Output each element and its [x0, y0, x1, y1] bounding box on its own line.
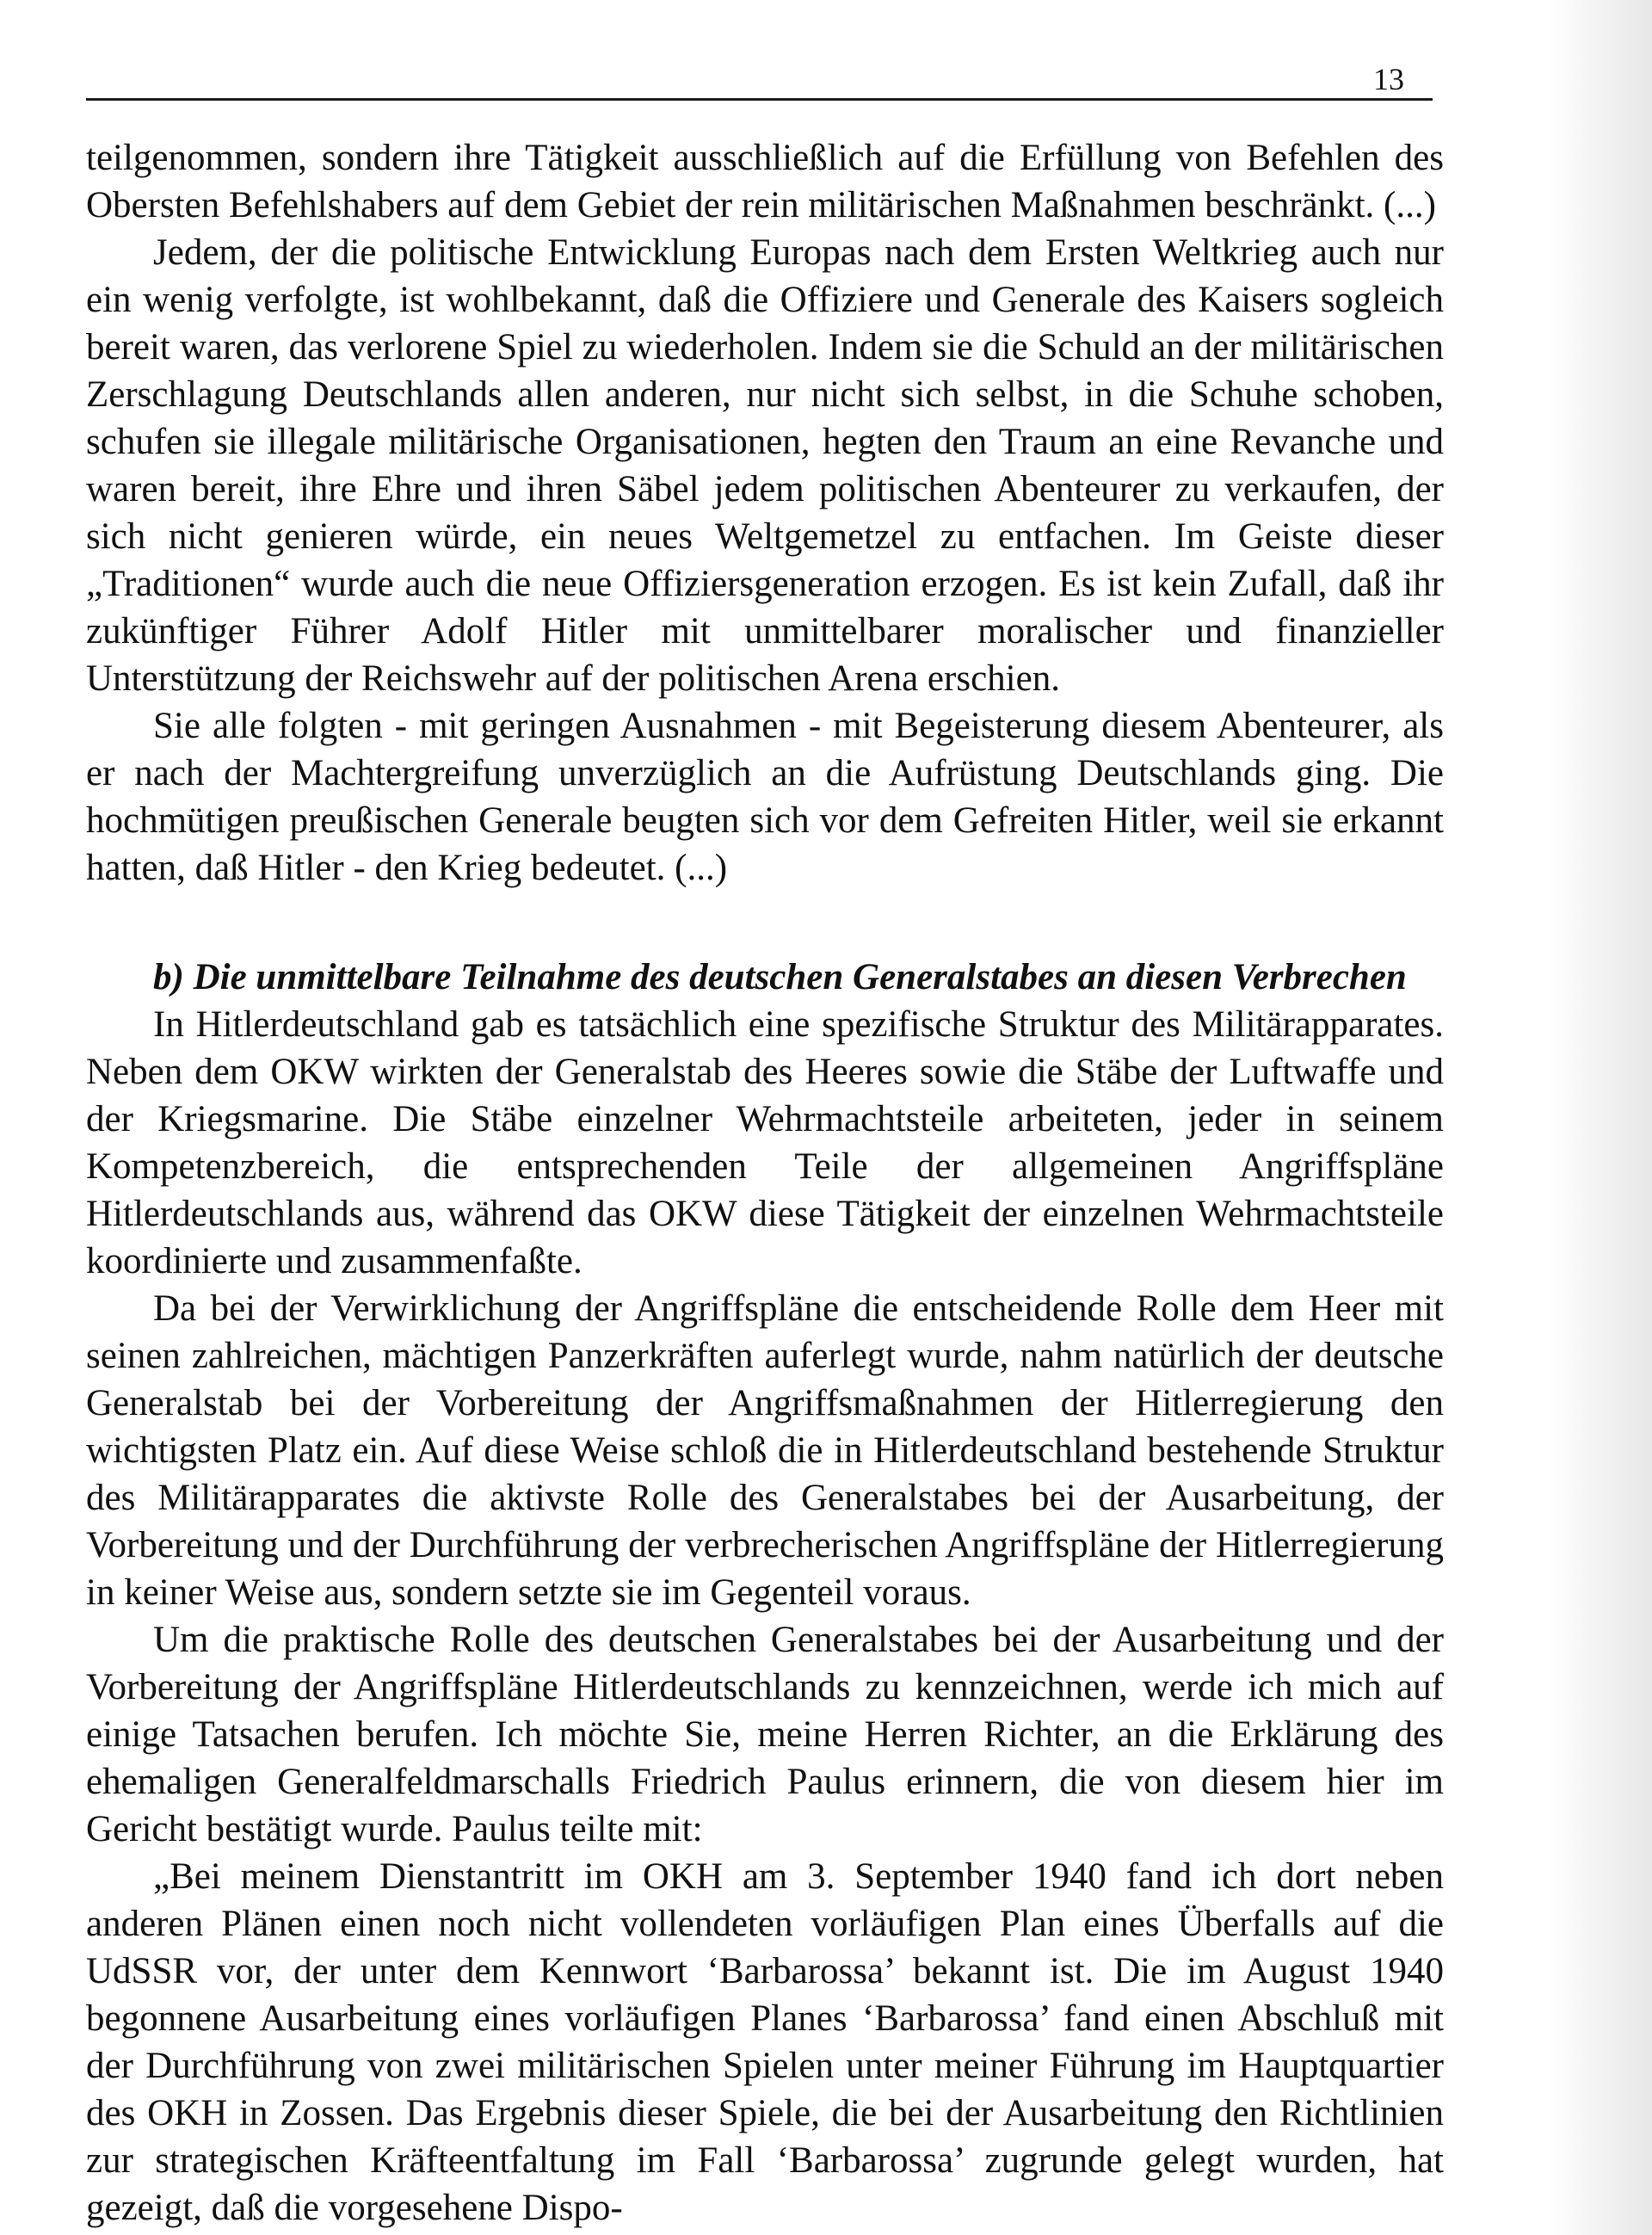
paragraph-continued: teilgenommen, sondern ihre Tätigkeit ausschließlich auf die Erfüllung von Befehlen des Obersten Befehlshabers auf dem Gebiet der rein militärischen Maßnahmen beschränkt. (...) — [86, 138, 1444, 225]
paragraph-2: Sie alle folgten - mit geringen Ausnahmen - mit Begeisterung diesem Abenteurer, als er nach der Machtergreifung unverzüglich an die Aufrüstung Deutschlands ging. Die hochmütigen preußischen Generale beugten sich vor dem Gefreiten Hitler, weil sie erkannt hatten, daß Hitler - den Krieg bedeutet. (...) — [86, 706, 1444, 888]
paragraph-6-quote: „Bei meinem Dienstantritt im OKH am 3. September 1940 fand ich dort neben anderen Plänen einen noch nicht vollendeten vorläufigen Plan eines Überfalls auf die UdSSR vor, der unter dem Kennwort ‘Barbarossa’ bekannt ist. Die im August 1940 begonnene Ausarbeitung eines vorläufigen Planes ‘Barbarossa’ fand einen Abschluß mit der Durchführung von zwei militärischen Spielen unter meiner Führung im Hauptquartier des OKH in Zossen. Das Ergebnis dieser Spiele, die bei der Ausarbeitung den Richtlinien zur strategischen Kräfteentfaltung im Fall ‘Barbarossa’ zugrunde gelegt wurden, hat gezeigt, daß die vorgesehene Dispo- — [86, 1856, 1444, 2228]
paragraph-5: Um die praktische Rolle des deutschen Generalstabes bei der Ausarbeitung und der Vorbereitung der Angriffspläne Hitlerdeutschlands zu kennzeichnen, werde ich mich auf einige Tatsachen berufen. Ich möchte Sie, meine Herren Richter, an die Erklärung des ehemaligen Generalfeldmarschalls Friedrich Paulus erinnern, die von diesem hier im Gericht bestätigt wurde. Paulus teilte mit: — [86, 1620, 1444, 1849]
paragraph-1: Jedem, der die politische Entwicklung Europas nach dem Ersten Weltkrieg auch nur ein wenig verfolgte, ist wohlbekannt, daß die Offiziere und Generale des Kaisers sogleich bereit waren, das verlorene Spiel zu wiederholen. Indem sie die Schuld an der militärischen Zerschlagung Deutschlands allen anderen, nur nicht sich selbst, in die Schuhe schoben, schufen sie illegale militärische Organisationen, hegten den Traum an eine Revanche und waren bereit, ihre Ehre und ihren Säbel jedem politischen Abenteurer zu verkaufen, der sich nicht genieren würde, ein neues Weltgemetzel zu entfachen. Im Geiste dieser „Traditionen“ wurde auch die neue Offiziersgeneration erzogen. Es ist kein Zufall, daß ihr zukünftiger Führer Adolf Hitler mit unmittelbarer moralischer und finanzieller Unterstützung der Reichswehr auf der politischen Arena erschien. — [86, 232, 1444, 699]
page-edge-shadow — [1549, 0, 1652, 2235]
section-heading: b) Die unmittelbare Teilnahme des deutschen Generalstabes an diesen Verbrechen — [153, 957, 1407, 997]
paragraph-4: Da bei der Verwirklichung der Angriffspläne die entscheidende Rolle dem Heer mit seinen zahlreichen, mächtigen Panzerkräften auferlegt wurde, nahm natürlich der deutsche Generalstab bei der Vorbereitung der Angriffsmaßnahmen der Hitlerregierung den wichtigsten Platz ein. Auf diese Weise schloß die in Hitlerdeutschland bestehende Struktur des Militärapparates die aktivste Rolle des Generalstabes bei der Ausarbeitung, der Vorbereitung und der Durchführung der verbrecherischen Angriffspläne der Hitlerregierung in keiner Weise aus, sondern setzte sie im Gegenteil voraus. — [86, 1288, 1444, 1613]
paragraph-3: In Hitlerdeutschland gab es tatsächlich eine spezifische Struktur des Militärapparates. Neben dem OKW wirkten der Generalstab des Heeres sowie die Stäbe der Luftwaffe und der Kriegsmarine. Die Stäbe einzelner Wehrmachtsteile arbeiteten, jeder in seinem Kompetenzbereich, die entsprechenden Teile der allgemeinen Angriffspläne Hitlerdeutschlands aus, während das OKW diese Tätigkeit der einzelnen Wehrmachtsteile koordinierte und zusammenfaßte. — [86, 1004, 1444, 1281]
body-text — [86, 134, 1444, 2232]
page-number: 13 — [1373, 62, 1404, 96]
header-rule — [86, 98, 1433, 101]
